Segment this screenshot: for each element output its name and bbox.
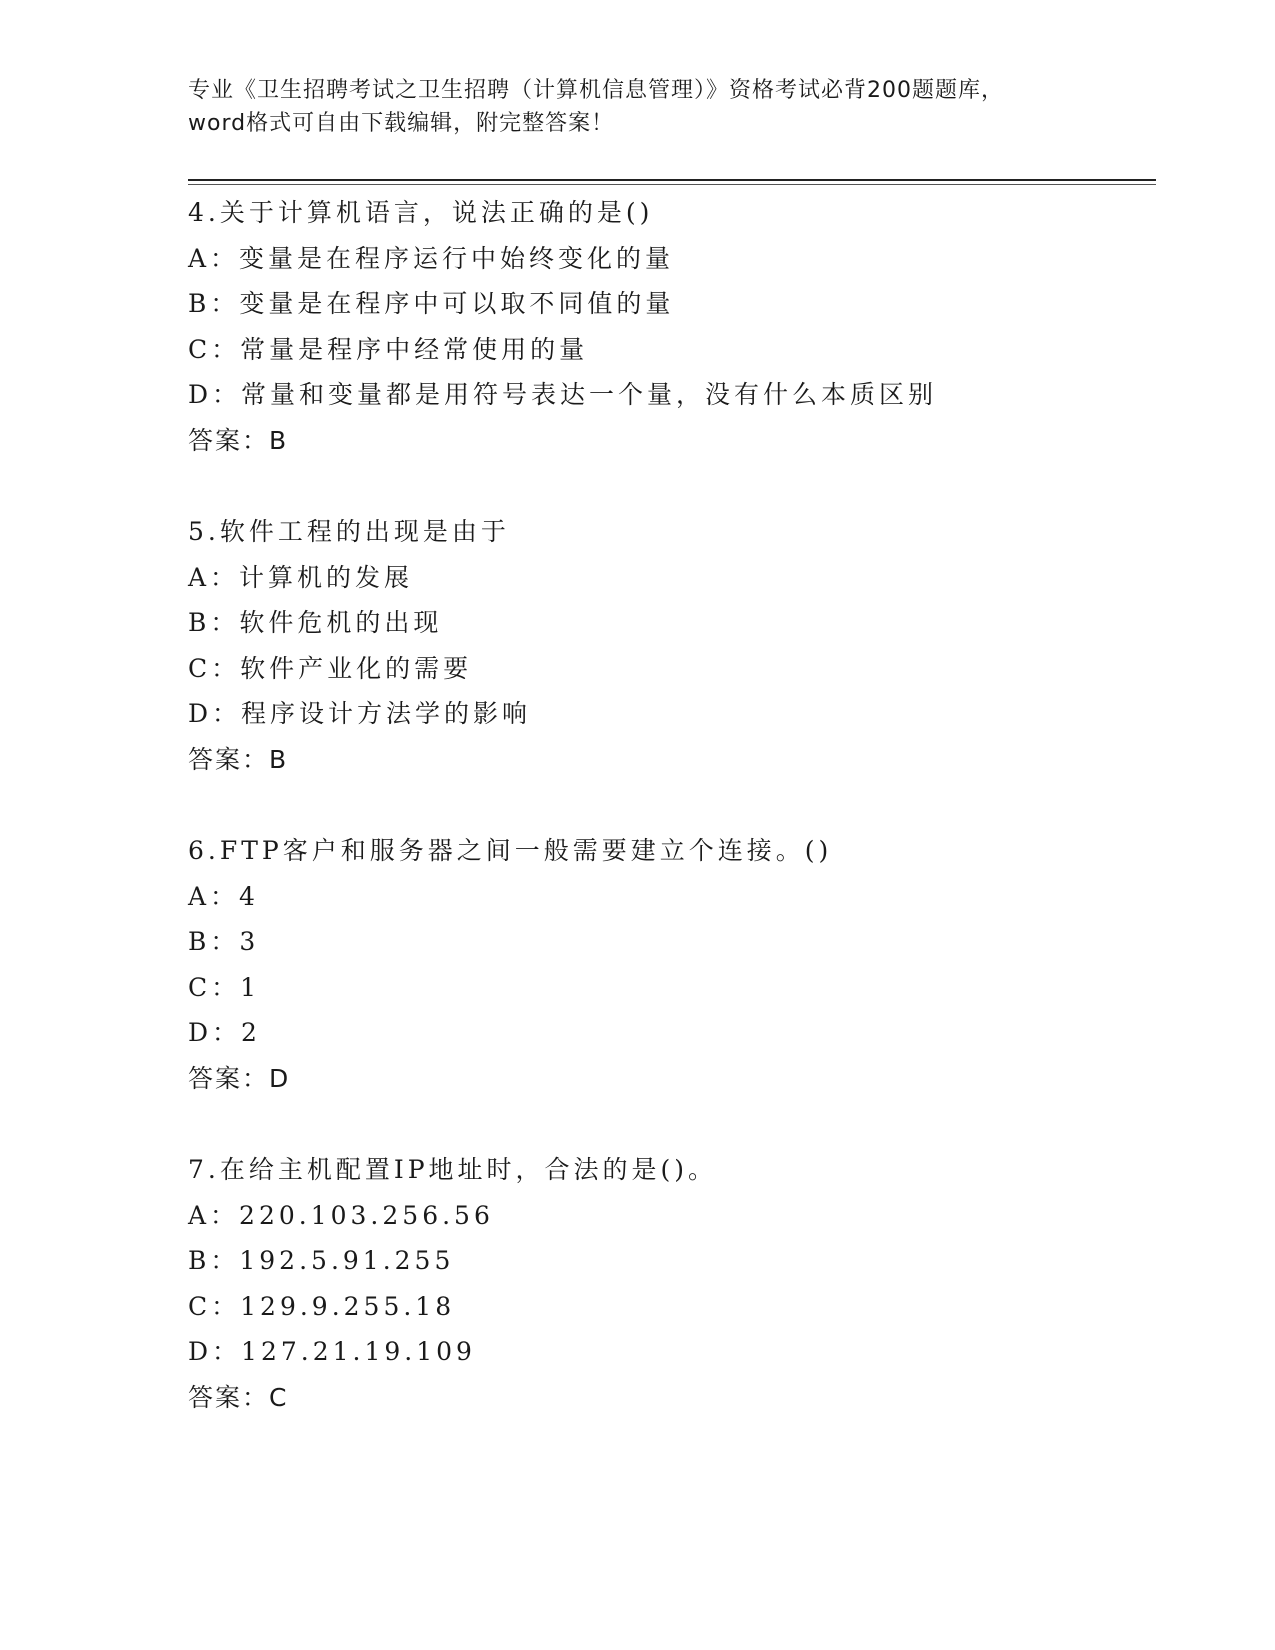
option-a: A：计算机的发展 (188, 562, 414, 592)
question-5 (188, 509, 1148, 782)
question-7 (188, 1147, 1148, 1420)
option-c: C：1 (188, 972, 261, 1002)
question-stem: 6.FTP客户和服务器之间一般需要建立个连接。() (188, 836, 833, 865)
question-6 (188, 828, 1148, 1101)
option-c: C：常量是程序中经常使用的量 (188, 334, 589, 364)
option-b: B：软件危机的出现 (188, 608, 443, 637)
answer: 答案：C (188, 1382, 289, 1412)
option-b: B：192.5.91.255 (188, 1246, 455, 1275)
header-title-line-2: word格式可自由下载编辑，附完整答案！ (188, 111, 615, 136)
option-d: D：2 (188, 1018, 261, 1047)
header-divider-thick (188, 179, 1156, 181)
option-c: C：软件产业化的需要 (188, 653, 473, 683)
option-d: D：常量和变量都是用符号表达一个量，没有什么本质区别 (188, 380, 938, 409)
option-b: B：变量是在程序中可以取不同值的量 (188, 289, 675, 318)
option-d: D：127.21.19.109 (188, 1337, 476, 1366)
answer: 答案：B (188, 425, 289, 455)
document-header (188, 74, 1088, 140)
option-a: A：4 (188, 881, 259, 911)
answer: 答案：D (188, 1063, 291, 1093)
question-stem: 5.软件工程的出现是由于 (188, 517, 510, 546)
question-list (188, 190, 1148, 1466)
header-title-line-1: 专业《卫生招聘考试之卫生招聘（计算机信息管理）》资格考试必背200题题库， (188, 78, 1004, 103)
option-b: B：3 (188, 927, 260, 956)
option-d: D：程序设计方法学的影响 (188, 699, 532, 728)
option-a: A：220.103.256.56 (188, 1200, 494, 1230)
answer: 答案：B (188, 744, 289, 774)
header-divider-thin (188, 184, 1156, 185)
question-stem: 4.关于计算机语言，说法正确的是() (188, 198, 654, 227)
option-c: C：129.9.255.18 (188, 1291, 456, 1321)
option-a: A：变量是在程序运行中始终变化的量 (188, 243, 675, 273)
question-stem: 7.在给主机配置IP地址时，合法的是()。 (188, 1155, 718, 1184)
question-4 (188, 190, 1148, 463)
